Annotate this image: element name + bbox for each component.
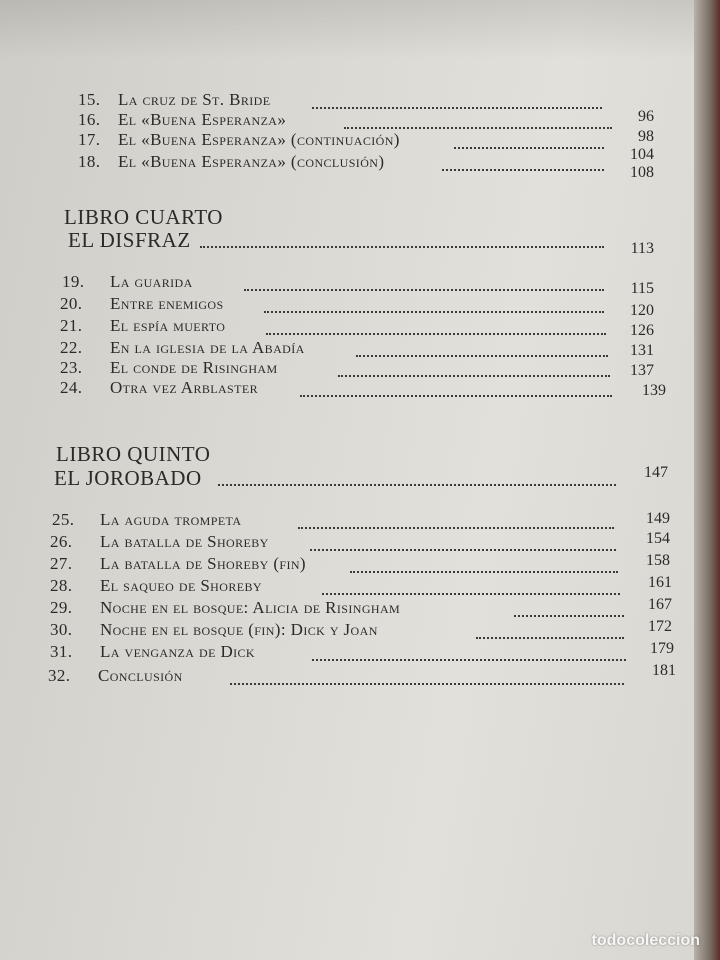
page-number: 120: [630, 302, 654, 319]
page-number: 108: [630, 164, 654, 181]
dot-leader: [230, 681, 624, 685]
page-number: 181: [652, 662, 676, 679]
page-number: 154: [646, 530, 670, 547]
chapter-title: El «Buena Esperanza» (conclusión): [118, 152, 385, 171]
chapter-number: 17.: [78, 130, 101, 149]
chapter-number: 28.: [50, 576, 73, 595]
chapter-title: El conde de Risingham: [110, 358, 278, 377]
page-number: 113: [630, 240, 654, 257]
toc-entry: [50, 618, 630, 642]
toc-entry: [50, 596, 630, 620]
toc-entry: [50, 552, 630, 576]
chapter-number: 24.: [60, 378, 83, 397]
dot-leader: [476, 635, 624, 639]
dot-leader: [200, 244, 604, 248]
chapter-title: La aguda trompeta: [100, 510, 242, 529]
page-number: 149: [646, 510, 670, 527]
dot-leader: [454, 145, 604, 149]
book-heading: LIBRO QUINTO: [56, 442, 211, 466]
page-number: 126: [630, 322, 654, 339]
page-number: 115: [630, 280, 654, 297]
chapter-number: 16.: [78, 110, 101, 129]
chapter-title: El «Buena Esperanza» (continuación): [118, 130, 400, 149]
chapter-number: 30.: [50, 620, 73, 639]
chapter-title: La venganza de Dick: [100, 642, 255, 661]
page-number: 172: [648, 618, 672, 635]
chapter-number: 19.: [62, 272, 85, 291]
dot-leader: [218, 482, 616, 486]
toc-entry: [50, 574, 630, 598]
chapter-number: 21.: [60, 316, 83, 335]
page-number: 104: [630, 146, 654, 163]
page-number: 96: [638, 108, 654, 125]
chapter-number: 31.: [50, 642, 73, 661]
toc-entry: [48, 664, 628, 688]
book-heading: LIBRO CUARTO: [64, 205, 223, 229]
toc-entry: [62, 270, 642, 294]
chapter-title: Otra vez Arblaster: [110, 378, 258, 397]
chapter-title: En la iglesia de la Abadía: [110, 338, 305, 357]
toc-entry: [60, 314, 640, 338]
toc-entry: [78, 128, 658, 152]
chapter-title: Entre enemigos: [110, 294, 224, 313]
chapter-title: El saqueo de Shoreby: [100, 576, 262, 595]
page-top-shadow: [0, 0, 720, 60]
dot-leader: [298, 525, 614, 529]
book-cover-edge: [694, 0, 720, 960]
page-number: 131: [630, 342, 654, 359]
chapter-title: La batalla de Shoreby (fin): [100, 554, 306, 573]
chapter-number: 25.: [52, 510, 75, 529]
book-subtitle: EL JOROBADO: [54, 466, 202, 490]
page-number: 147: [644, 464, 668, 481]
chapter-title: El espía muerto: [110, 316, 226, 335]
dot-leader: [300, 393, 612, 397]
toc-entry: [60, 376, 640, 400]
page-number: 179: [650, 640, 674, 657]
page-number: 139: [642, 382, 666, 399]
chapter-title: Noche en el bosque (fin): Dick y Joan: [100, 620, 378, 639]
chapter-title: Conclusión: [98, 666, 183, 685]
chapter-number: 26.: [50, 532, 73, 551]
page-number: 158: [646, 552, 670, 569]
chapter-number: 18.: [78, 152, 101, 171]
toc-entry: [78, 150, 658, 174]
chapter-number: 27.: [50, 554, 73, 573]
page-number: 167: [648, 596, 672, 613]
page-number: 98: [638, 128, 654, 145]
chapter-title: La guarida: [110, 272, 193, 291]
chapter-number: 23.: [60, 358, 83, 377]
toc-entry: [50, 640, 630, 664]
page-number: 161: [648, 574, 672, 591]
toc-entry: [52, 508, 632, 532]
dot-leader: [514, 613, 624, 617]
dot-leader: [244, 287, 604, 291]
chapter-number: 22.: [60, 338, 83, 357]
book-subtitle: EL DISFRAZ: [68, 228, 191, 252]
chapter-number: 32.: [48, 666, 71, 685]
dot-leader: [442, 167, 604, 171]
chapter-number: 29.: [50, 598, 73, 617]
dot-leader: [266, 331, 606, 335]
toc-entry: [60, 292, 640, 316]
dot-leader: [350, 569, 618, 573]
chapter-number: 15.: [78, 90, 101, 109]
chapter-title: La batalla de Shoreby: [100, 532, 269, 551]
dot-leader: [312, 657, 626, 661]
chapter-number: 20.: [60, 294, 83, 313]
page-number: 137: [630, 362, 654, 379]
watermark: todocoleccion: [591, 932, 700, 949]
dot-leader: [310, 547, 616, 551]
chapter-title: Noche en el bosque: Alicia de Risingham: [100, 598, 401, 617]
chapter-title: La cruz de St. Bride: [118, 90, 271, 109]
toc-entry: [50, 530, 630, 554]
dot-leader: [264, 309, 604, 313]
dot-leader: [322, 591, 620, 595]
chapter-title: El «Buena Esperanza»: [118, 110, 287, 129]
